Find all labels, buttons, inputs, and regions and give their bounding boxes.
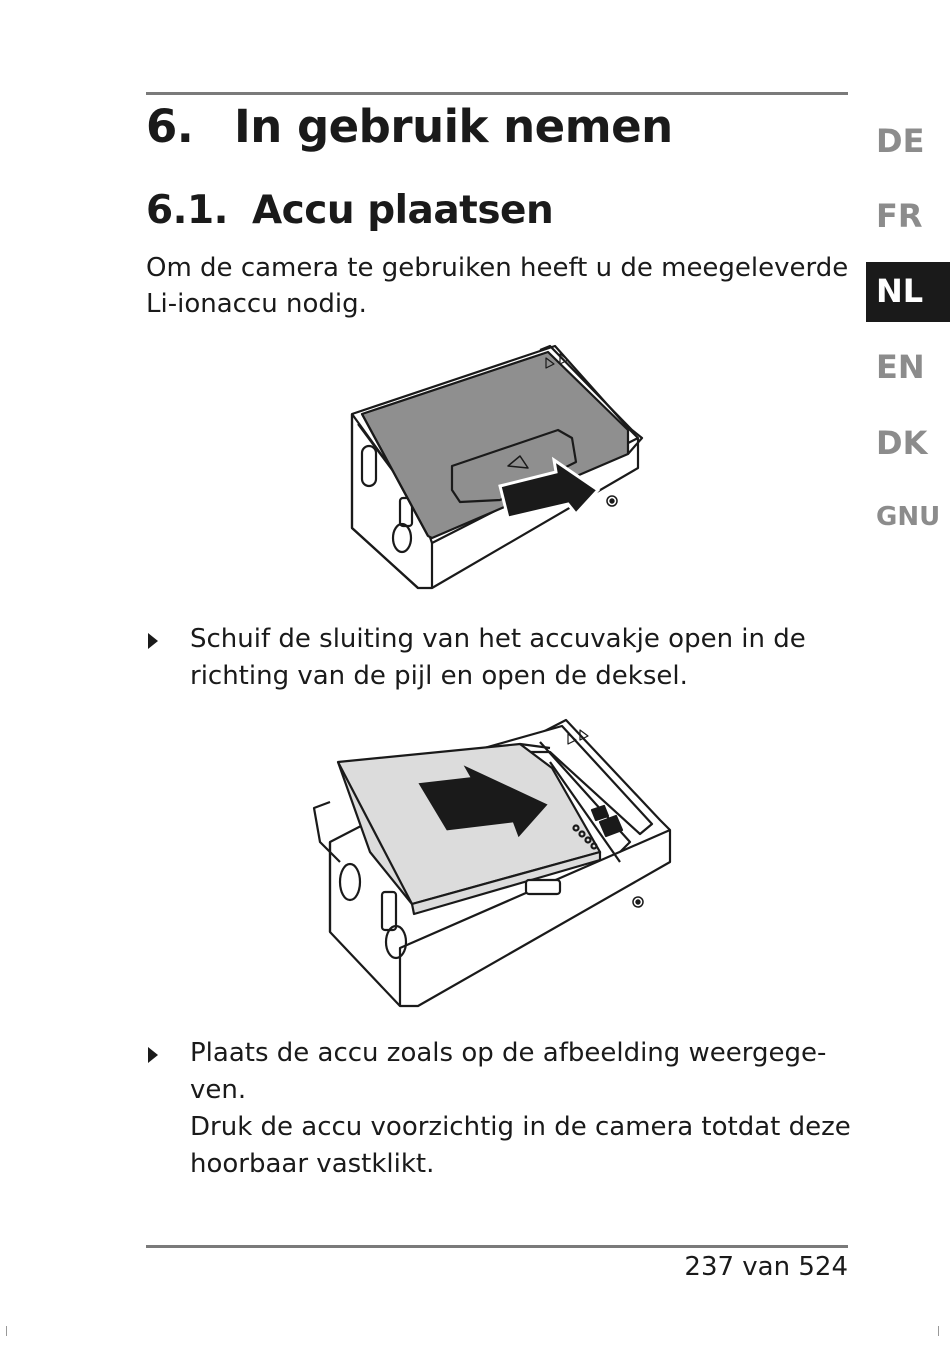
bullet-arrow-icon <box>148 633 158 649</box>
intro-paragraph <box>146 250 849 322</box>
section-number: 6.1. <box>146 188 228 233</box>
chapter-number: 6. <box>146 100 194 153</box>
intro-line: Om de camera te gebruiken heeft u de meegeleverde <box>146 253 849 283</box>
lang-tab-gnu[interactable]: GNU <box>876 502 941 532</box>
intro-line: Li-ionaccu nodig. <box>146 289 367 319</box>
instruction-step <box>146 1035 851 1183</box>
step-line: richting van de pijl en open de deksel. <box>190 661 688 691</box>
camera-cover-illustration <box>340 338 660 598</box>
step-line: Schuif de sluiting van het accuvakje open in de <box>190 624 806 654</box>
bottom-rule <box>146 1245 848 1248</box>
lang-tab-dk[interactable]: DK <box>876 424 928 462</box>
section-heading <box>146 188 553 233</box>
lang-tab-en[interactable]: EN <box>876 348 925 386</box>
crop-mark <box>6 1326 7 1336</box>
bullet-arrow-icon <box>148 1047 158 1063</box>
battery-insert-illustration <box>300 712 690 1012</box>
lang-tab-de[interactable]: DE <box>876 122 925 160</box>
chapter-heading <box>146 100 673 153</box>
instruction-step <box>146 621 846 695</box>
page-number: 237 van 524 <box>684 1252 848 1282</box>
chapter-title: In gebruik nemen <box>234 100 673 153</box>
step-line: hoorbaar vastklikt. <box>190 1149 435 1179</box>
step-line: Druk de accu voorzichtig in de camera totdat deze <box>190 1112 851 1142</box>
section-title: Accu plaatsen <box>252 188 554 233</box>
lang-tab-nl-active[interactable] <box>866 262 950 322</box>
step-line: ven. <box>190 1075 247 1105</box>
top-rule <box>146 92 848 95</box>
step-line: Plaats de accu zoals op de afbeelding weergege- <box>190 1038 827 1068</box>
lang-tab-fr[interactable]: FR <box>876 197 923 235</box>
crop-mark <box>938 1326 939 1336</box>
lang-tab-label: NL <box>876 272 924 310</box>
